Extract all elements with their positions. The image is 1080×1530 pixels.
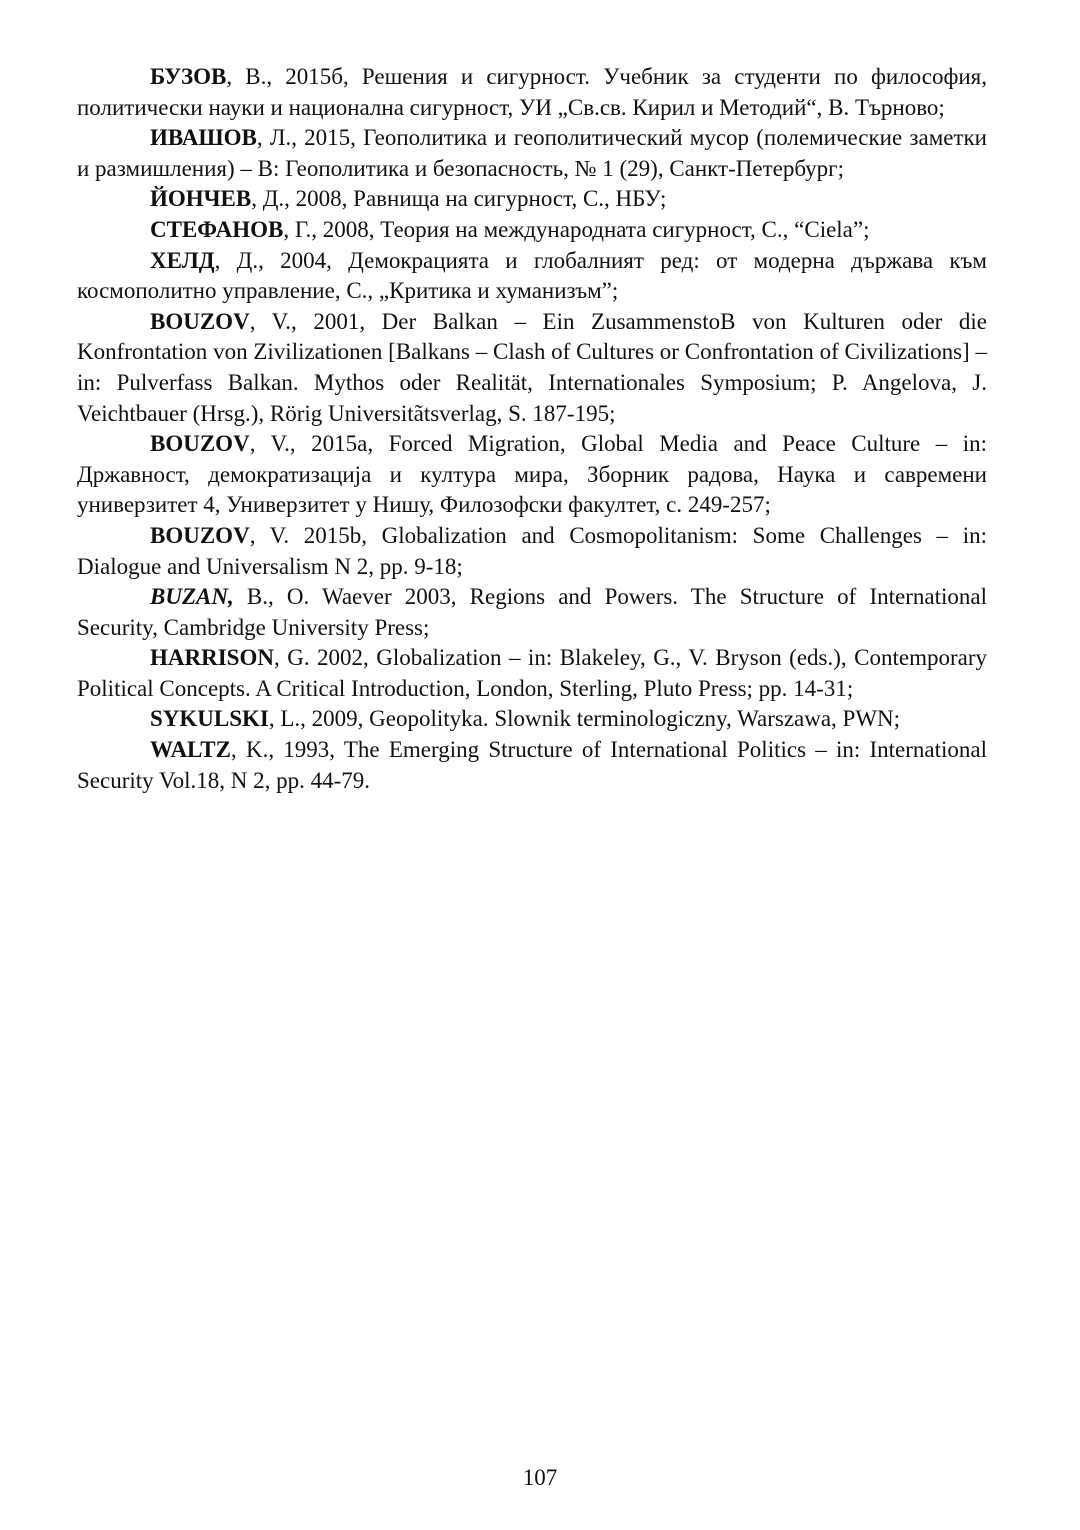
entry-text: , K., 1993, The Emerging Structure of International Politics – in: International Security Vol.18, N 2, pp. 44-79. [77, 737, 987, 793]
entry-author: BOUZOV [150, 522, 250, 548]
entry-author: ЙОНЧЕВ [150, 186, 252, 212]
bibliography-entry [77, 521, 987, 582]
entry-text: , V. 2015b, Globalization and Cosmopolitanism: Some Challenges – in: Dialogue and Universalism N 2, pp. 9-18; [77, 522, 987, 579]
entry-text: , В., 2015б, Решения и сигурност. Учебник за студенти по философия, политически науки и национална сигурност, УИ „Св.св. Кирил и Методий“, В. Търново; [77, 64, 987, 120]
bibliography-entry [77, 246, 987, 307]
entry-text: , Л., 2015, Геополитика и геополитический мусор (полемические заметки и размишления) – В: Геополитика и безопасность, № 1 (29), Санкт-Петербург; [77, 125, 987, 181]
bibliography-entry [77, 215, 987, 246]
entry-author: ХЕЛД [150, 247, 215, 273]
bibliography-entry [77, 582, 987, 643]
entry-author: WALTZ [150, 737, 231, 763]
entry-text: , Г., 2008, Теория на международната сигурност, С., “Ciela”; [283, 216, 870, 242]
entry-author: HARRISON [150, 645, 274, 671]
entry-text: , L., 2009, Geopolityka. Slownik terminologiczny, Warszawa, PWN; [268, 706, 901, 732]
entry-text: B., O. Waever 2003, Regions and Powers. The Structure of International Security, Cambridge University Press; [77, 584, 987, 640]
bibliography-entry [77, 643, 987, 704]
entry-text: , Д., 2004, Демокрацията и глобалният ред: от модерна държава към космополитно управление, С., „Критика и хуманизъм”; [77, 247, 987, 304]
bibliography-entry [77, 123, 987, 184]
bibliography-entry [77, 429, 987, 521]
bibliography-entry [77, 307, 987, 429]
page-number: 107 [522, 1465, 558, 1490]
bibliography-entry [77, 62, 987, 123]
entry-text: , G. 2002, Globalization – in: Blakeley, G., V. Bryson (eds.), Contemporary Political Concepts. A Critical Introduction, London, Sterling, Pluto Press; pp. 14-31; [77, 645, 987, 701]
entry-author: BOUZOV [150, 308, 250, 334]
entry-author: БУЗОВ [150, 64, 227, 89]
bibliography-entry [77, 184, 987, 215]
entry-text: , V., 2015a, Forced Migration, Global Media and Peace Culture – in: Државност, демократизација и култура мира, Зборник радова, Наука и савремени универзитет 4, Универзитет у Нишу, Филозофски факултет, с. 249-257; [77, 431, 987, 518]
entry-text: , V., 2001, Der Balkan – Ein ZusammenstoB von Kulturen oder die Konfrontation von Zivilizationen [Balkans – Clash of Cultures or Confrontation of Civilizations] – in: Pulverfass Balkan. Mythos oder Realität, Internationales Symposium; P. Angelova, J. Veichtbauer (Hrsg.), Rörig Universitãtsverlag, S. 187-195; [77, 308, 987, 426]
entry-text: , Д., 2008, Равнища на сигурност, С., НБУ; [251, 186, 667, 212]
entry-author: BUZAN, [150, 584, 234, 610]
bibliography-list [77, 62, 987, 796]
bibliography-entry [77, 704, 987, 735]
entry-author: СТЕФАНОВ [150, 216, 284, 242]
entry-author: ИВАШОВ [150, 125, 257, 151]
bibliography-entry [77, 735, 987, 796]
entry-author: BOUZOV [150, 431, 250, 457]
entry-author: SYKULSKI [150, 706, 269, 732]
